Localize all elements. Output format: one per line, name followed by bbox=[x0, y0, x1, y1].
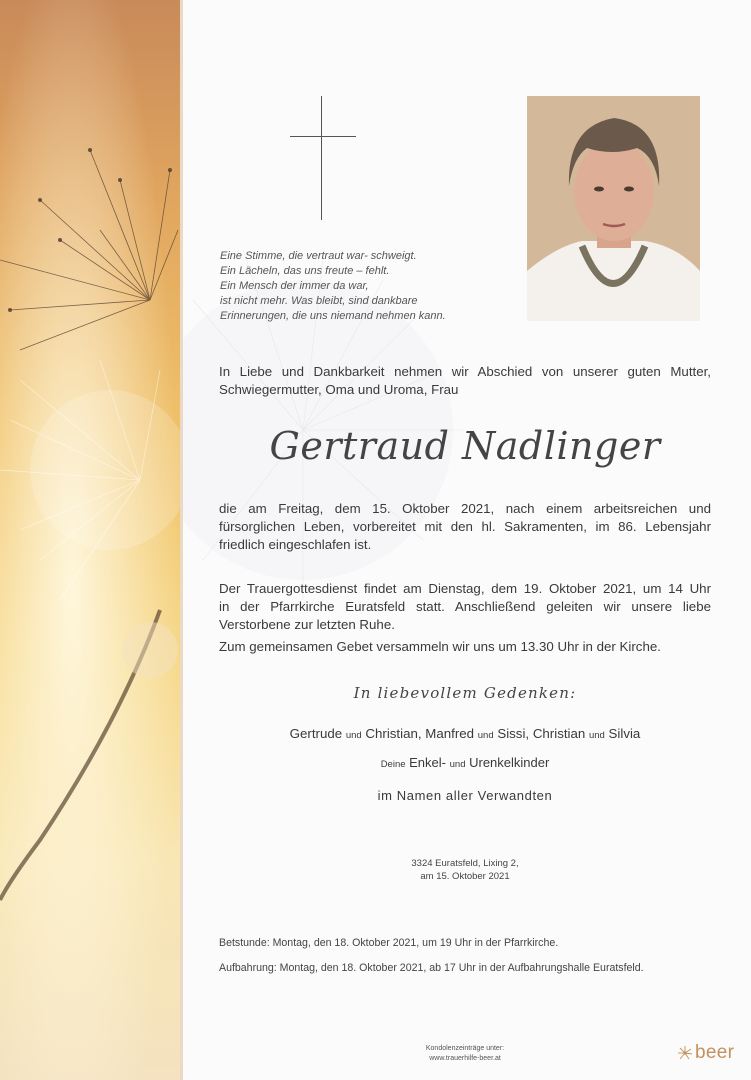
mourner-name: Silvia bbox=[608, 726, 641, 741]
relatives-line: im Namen aller Verwandten bbox=[377, 788, 553, 803]
mourner-name: Christian bbox=[532, 726, 586, 741]
dandelion-side-panel bbox=[0, 0, 180, 1080]
prayer-line: Zum gemeinsamen Gebet versammeln wir uns um 13.30 Uhr in der Kirche. bbox=[219, 639, 661, 654]
cross-icon bbox=[290, 96, 356, 220]
mourner-name: Gertrude bbox=[289, 726, 343, 741]
notice-line: friedlich eingeschlafen ist. bbox=[219, 537, 372, 552]
grandkids-urenkel: Urenkelkinder bbox=[469, 755, 550, 770]
beer-logo bbox=[677, 1042, 734, 1064]
death-notice bbox=[219, 500, 711, 554]
poem-line: Erinnerungen, die uns niemand nehmen kann. bbox=[220, 310, 446, 322]
betstunde-info: Betstunde: Montag, den 18. Oktober 2021, um 19 Uhr in der Pfarrkirche. bbox=[219, 937, 559, 949]
conjunction: und bbox=[477, 730, 494, 741]
poem bbox=[220, 249, 520, 324]
portrait-photo bbox=[527, 96, 700, 321]
service-line: in der Pfarrkirche Euratsfeld statt. Anschließend geleiten wir unsere liebe bbox=[219, 599, 711, 614]
address: 3324 Euratsfeld, Lixing 2, bbox=[411, 858, 519, 869]
intro-line: Schwiegermutter, Oma und Uroma, Frau bbox=[219, 382, 459, 397]
notice-line: die am Freitag, dem 15. Oktober 2021, nach einem arbeitsreichen und bbox=[219, 501, 711, 516]
service-line: Der Trauergottesdienst findet am Dienstag, dem 19. Oktober 2021, um 14 Uhr bbox=[219, 581, 711, 596]
prayer-text bbox=[219, 638, 711, 656]
notice-line: fürsorglichen Leben, vorbereitet mit den hl. Sakramenten, im 86. Lebensjahr bbox=[219, 519, 711, 534]
memory-heading: In liebevollem Gedenken: bbox=[353, 684, 577, 702]
grandkids-enkel: Enkel- bbox=[409, 755, 446, 770]
mourner-name: Sissi, bbox=[497, 726, 530, 741]
service-text bbox=[219, 580, 711, 634]
service-line: Verstorbene zur letzten Ruhe. bbox=[219, 617, 395, 632]
conjunction: und bbox=[449, 759, 466, 770]
poem-line: Ein Mensch der immer da war, bbox=[220, 280, 369, 292]
condolence-label: Kondolenzeinträge unter: bbox=[425, 1045, 505, 1052]
poem-line: ist nicht mehr. Was bleibt, sind dankbare bbox=[220, 295, 418, 307]
date: am 15. Oktober 2021 bbox=[420, 871, 510, 882]
condolence-note bbox=[380, 1044, 550, 1064]
mourner-name: Manfred bbox=[425, 726, 475, 741]
mourners-line bbox=[219, 726, 711, 741]
grandkids-line bbox=[219, 755, 711, 770]
deceased-name: Gertraud Nadlinger bbox=[269, 424, 661, 468]
conjunction: und bbox=[588, 730, 605, 741]
poem-line: Ein Lächeln, das uns freute – fehlt. bbox=[220, 265, 390, 277]
intro-text bbox=[219, 363, 711, 399]
place-date bbox=[219, 857, 711, 883]
intro-line: In Liebe und Dankbarkeit nehmen wir Abschied von unserer guten Mutter, bbox=[219, 364, 711, 379]
conjunction: und bbox=[345, 730, 362, 741]
poem-line: Eine Stimme, die vertraut war- schweigt. bbox=[220, 250, 417, 262]
condolence-url[interactable]: www.trauerhilfe-beer.at bbox=[429, 1055, 501, 1062]
mourner-name: Christian, bbox=[365, 726, 422, 741]
aufbahrung-info: Aufbahrung: Montag, den 18. Oktober 2021, ab 17 Uhr in der Aufbahrungshalle Euratsfeld. bbox=[219, 962, 644, 974]
dandelion-logo-icon bbox=[677, 1045, 693, 1061]
logo-text: beer bbox=[695, 1042, 735, 1063]
grandkids-prefix: Deine bbox=[380, 759, 406, 770]
